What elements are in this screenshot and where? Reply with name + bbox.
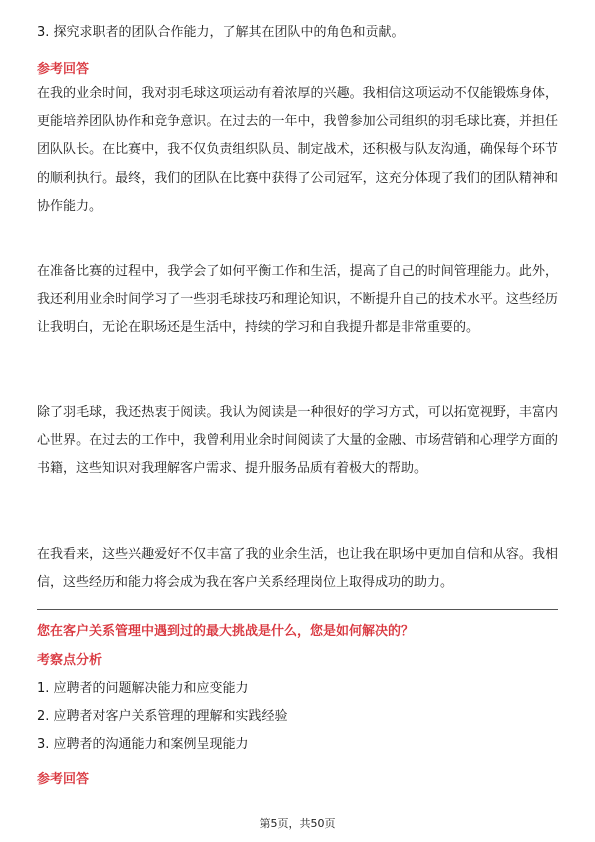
analysis-heading: 考察点分析 (37, 653, 103, 668)
list-item: 1. 应聘者的问题解决能力和应变能力 (37, 681, 249, 696)
answer-paragraph: 在准备比赛的过程中，我学会了如何平衡工作和生活，提高了自己的时间管理能力。此外，我还利用业余时间学习了一些羽毛球技巧和理论知识，不断提升自己的技术水平。这些经历让我明白，无论在职场还是生活中，持续的学习和自我提升都是非常重要的。 (37, 264, 558, 336)
answer-heading: 参考回答 (37, 62, 90, 77)
answer-paragraph: 在我看来，这些兴趣爱好不仅丰富了我的业余生活，也让我在职场中更加自信和从容。我相信，这些经历和能力将会成为我在客户关系经理岗位上取得成功的助力。 (37, 547, 558, 591)
question-title: 您在客户关系管理中遇到过的最大挑战是什么，您是如何解决的？ (37, 624, 415, 639)
section-divider (37, 609, 558, 610)
answer-heading: 参考回答 (37, 772, 90, 787)
answer-paragraph: 除了羽毛球，我还热衷于阅读。我认为阅读是一种很好的学习方式，可以拓宽视野，丰富内心世界。在过去的工作中，我曾利用业余时间阅读了大量的金融、市场营销和心理学方面的书籍，这些知识对我理解客户需求、提升服务品质有着极大的帮助。 (37, 405, 558, 477)
page-number: 第5页，共50页 (259, 817, 336, 830)
list-item: 3. 探究求职者的团队合作能力，了解其在团队中的角色和贡献。 (37, 25, 405, 40)
list-item: 3. 应聘者的沟通能力和案例呈现能力 (37, 737, 249, 752)
list-item: 2. 应聘者对客户关系管理的理解和实践经验 (37, 709, 288, 724)
answer-paragraph: 在我的业余时间，我对羽毛球这项运动有着浓厚的兴趣。我相信这项运动不仅能锻炼身体，更能培养团队协作和竞争意识。在过去的一年中，我曾参加公司组织的羽毛球比赛，并担任团队队长。在比赛中，我不仅负责组织队员、制定战术，还积极与队友沟通，确保每个环节的顺利执行。最终，我们的团队在比赛中获得了公司冠军，这充分体现了我们的团队精神和协作能力。 (37, 86, 558, 214)
